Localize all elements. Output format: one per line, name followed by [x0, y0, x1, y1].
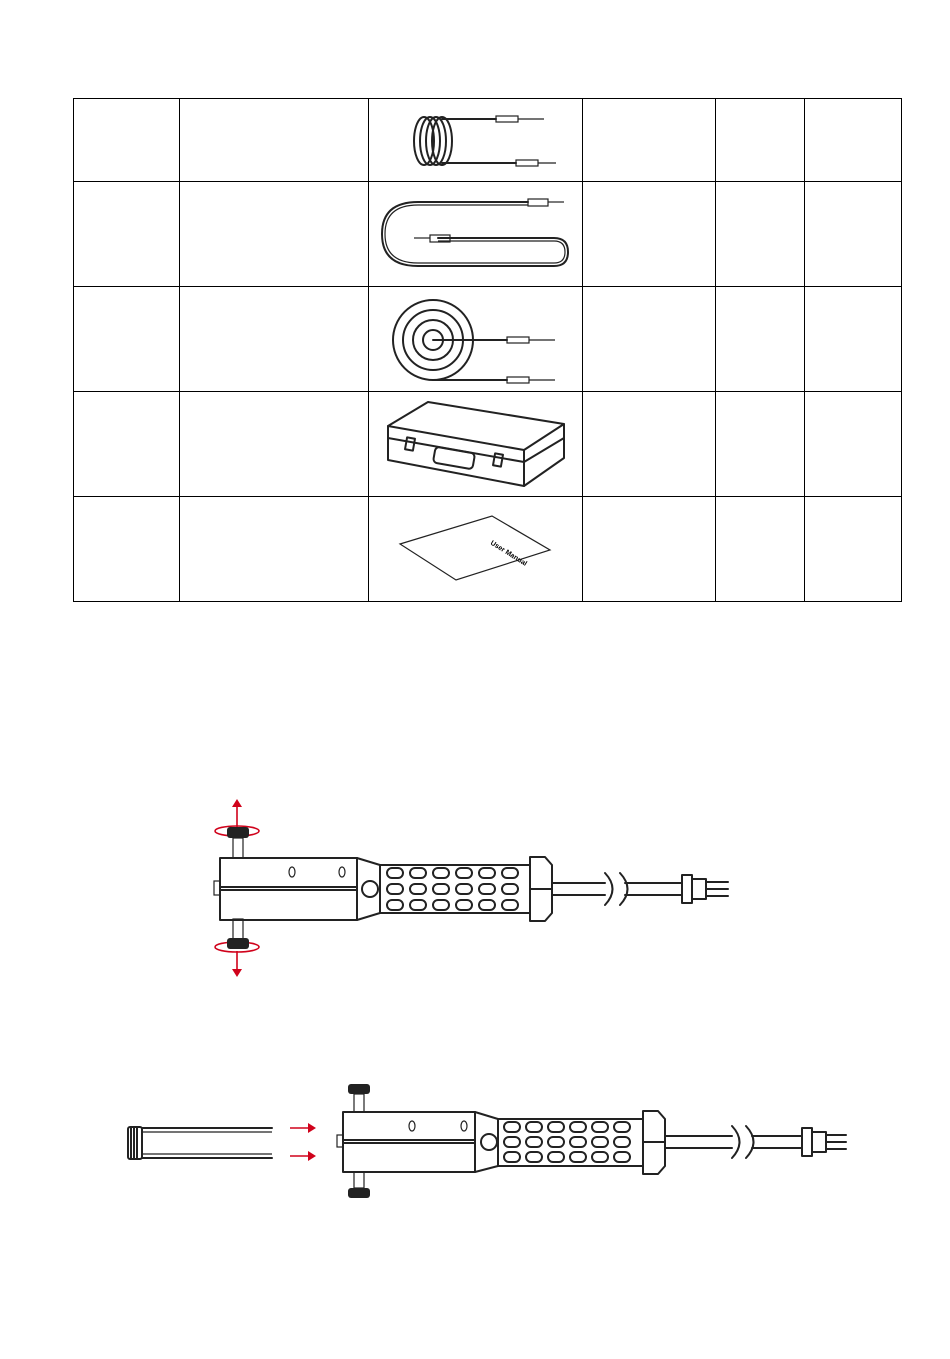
table-cell [180, 182, 369, 287]
table-cell [805, 392, 902, 497]
table-cell [805, 182, 902, 287]
induction-heater-tool-icon [200, 795, 760, 985]
u-loop-coil-icon [378, 194, 574, 274]
table-cell [583, 392, 716, 497]
induction-heater-coil-insert-icon [120, 1080, 860, 1205]
parts-table [73, 98, 902, 602]
table-cell [805, 497, 902, 602]
table-cell [716, 99, 805, 182]
table-cell [74, 99, 180, 182]
table-cell [74, 287, 180, 392]
table-cell [180, 392, 369, 497]
table-cell [180, 497, 369, 602]
helix-coil-icon [396, 105, 556, 175]
table-cell [716, 287, 805, 392]
table-row [74, 287, 902, 392]
table-cell [583, 182, 716, 287]
table-cell [716, 497, 805, 602]
table-cell [583, 287, 716, 392]
table-cell-image [369, 99, 583, 182]
table-cell [180, 99, 369, 182]
table-row [74, 392, 902, 497]
table-cell [74, 497, 180, 602]
table-cell [805, 99, 902, 182]
table-cell [805, 287, 902, 392]
table-cell [74, 392, 180, 497]
flat-spiral-coil-icon [391, 294, 561, 384]
table-row [74, 497, 902, 602]
carrying-case-icon [384, 398, 568, 490]
insert-arrow-icon [290, 1123, 316, 1161]
table-cell [716, 392, 805, 497]
manual-cover-text: User Manual [488, 539, 528, 568]
table-cell-image [369, 392, 583, 497]
table-cell [583, 497, 716, 602]
user-manual-icon [396, 514, 556, 584]
table-cell [716, 182, 805, 287]
table-cell [583, 99, 716, 182]
table-row [74, 99, 902, 182]
table-cell [74, 182, 180, 287]
table-cell [180, 287, 369, 392]
table-row [74, 182, 902, 287]
table-cell-image [369, 182, 583, 287]
table-cell-image [369, 497, 583, 602]
table-cell-image [369, 287, 583, 392]
